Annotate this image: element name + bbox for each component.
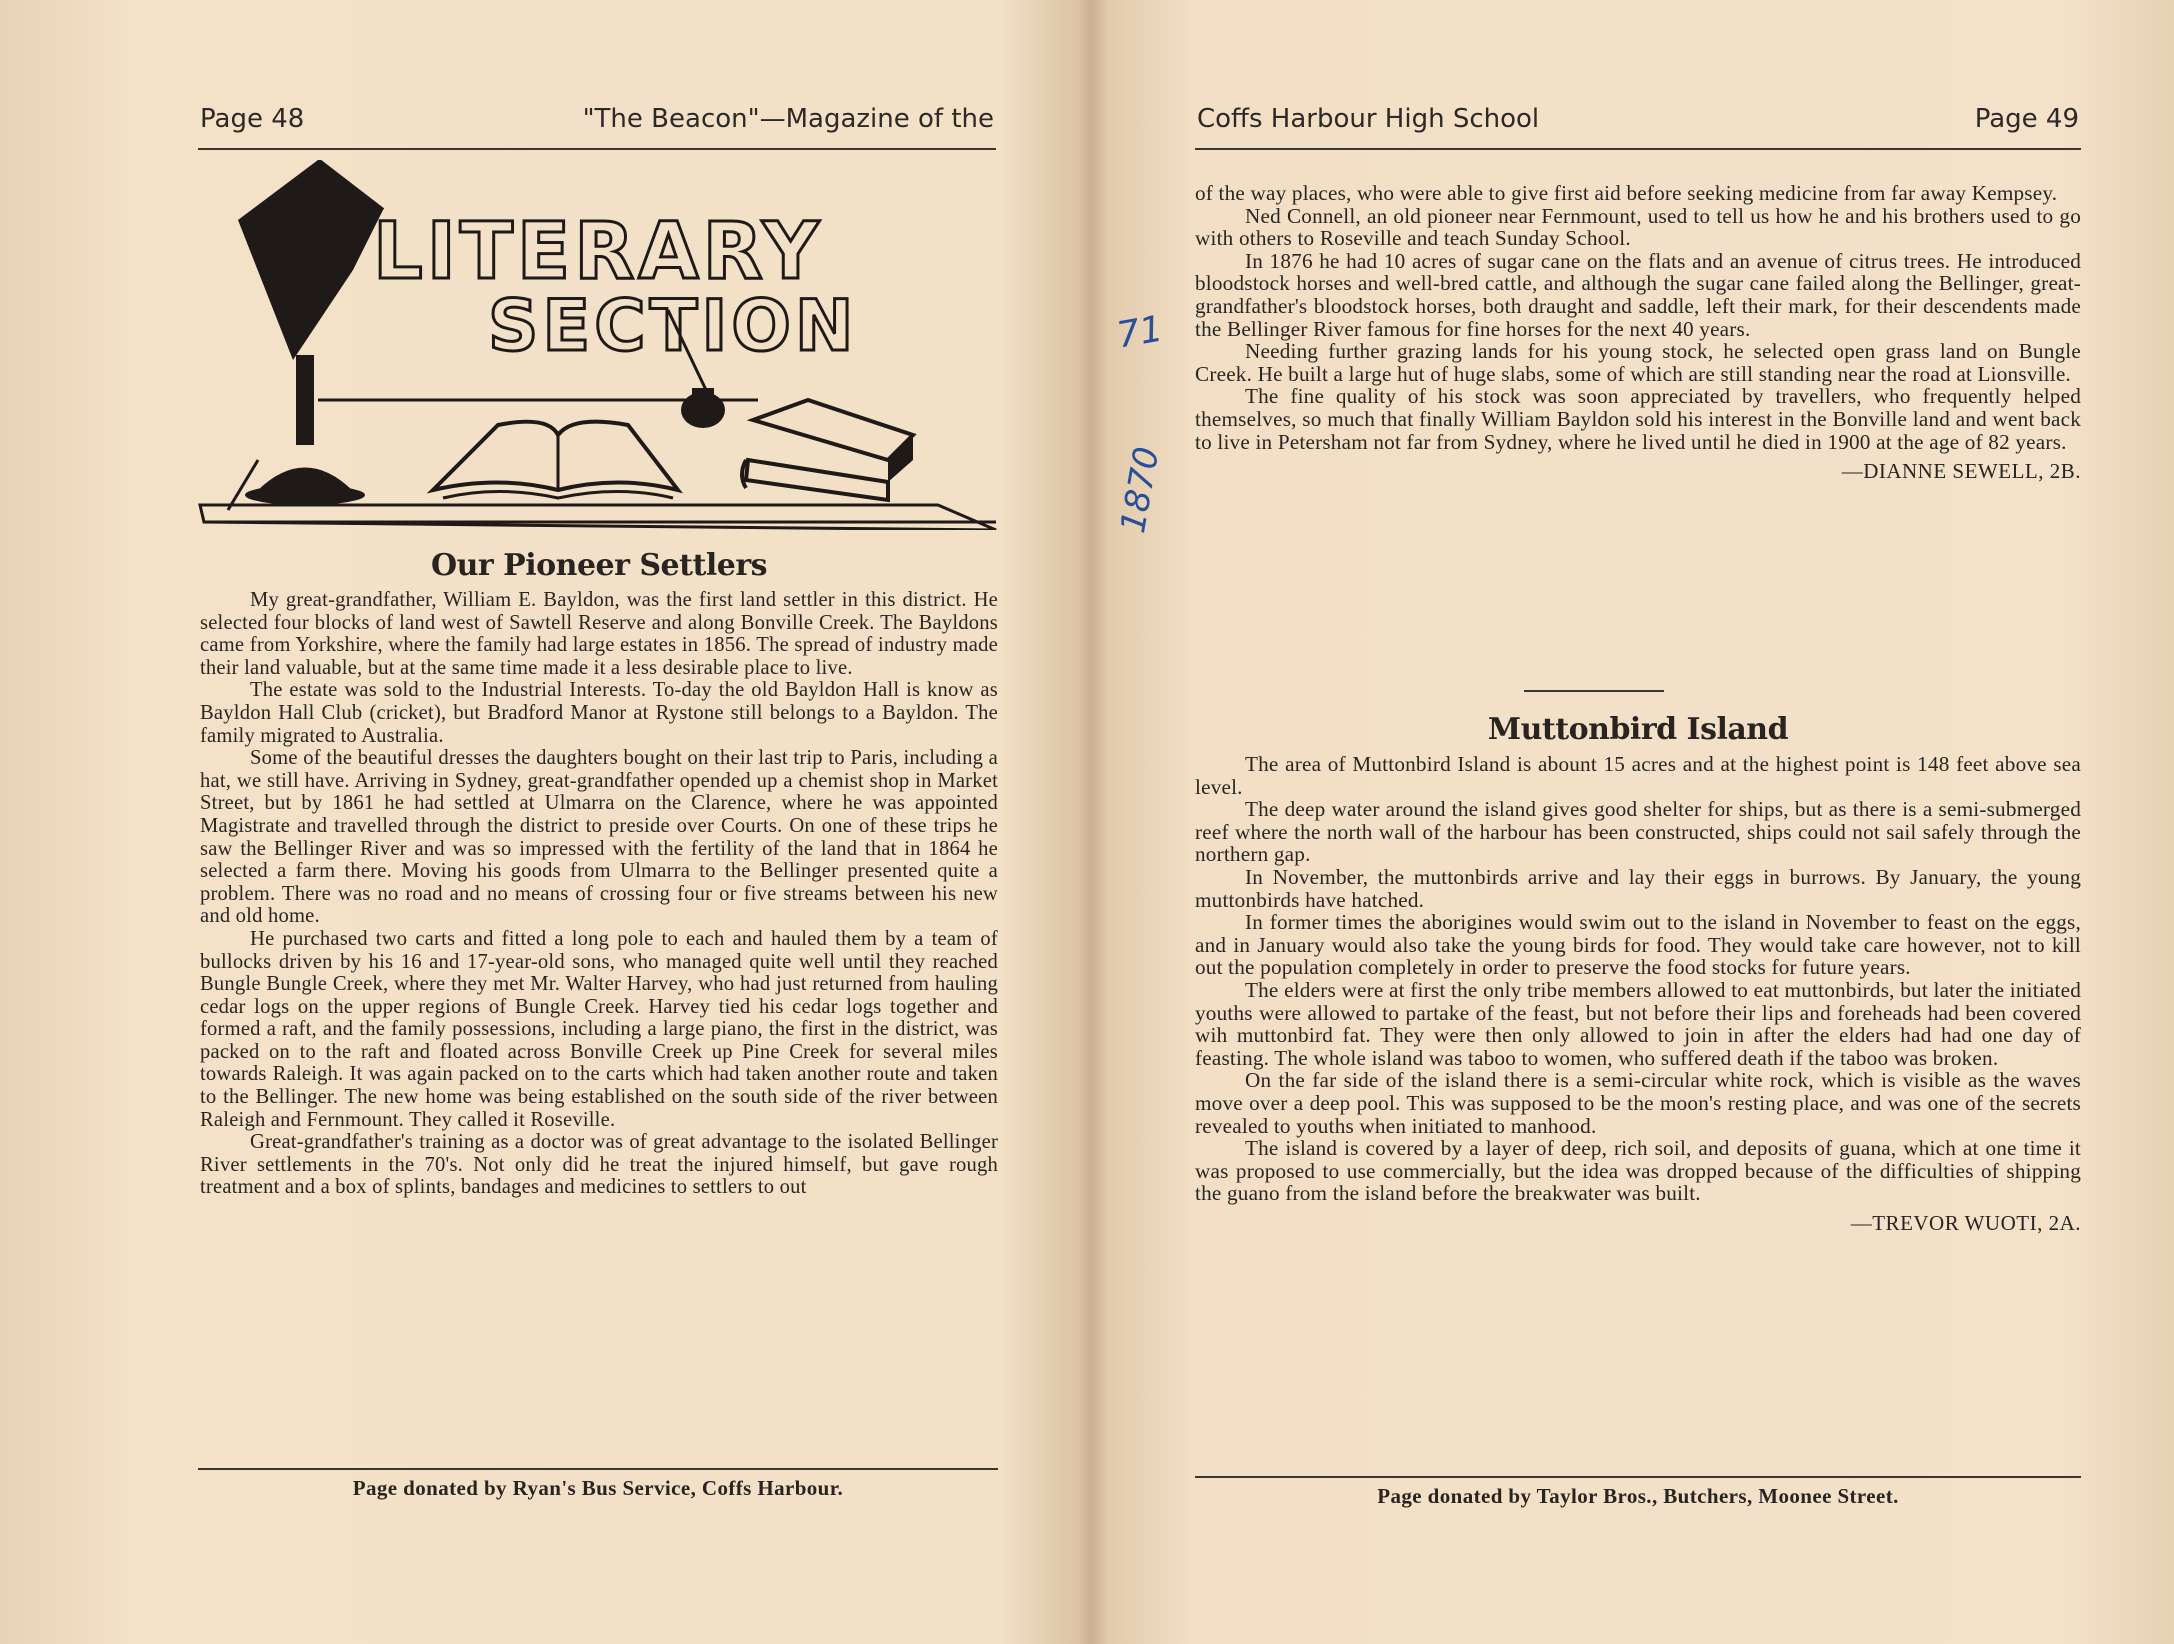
paragraph: The fine quality of his stock was soon appreciated by travellers, who frequently helped themselves, so much that finally William Bayldon sold his interest in the Bonville land and went back to live in Petersham not far from Sydney, where he lived until he died in 1900 at the age of 82 years.: [1195, 384, 2081, 454]
paragraph: Great-grandfather's training as a doctor was of great advantage to the isolated Bellinger River settlements in the 70's. Not only did he treat the injured himself, but gave rough treatment and a box of splints, bandages and medicines to settlers to out: [200, 1131, 998, 1199]
article-title: Our Pioneer Settlers: [430, 548, 768, 583]
paragraph: He purchased two carts and fitted a long pole to each and hauled them by a team of bullocks driven by his 16 and 17-year-old sons, who managed quite well until they reached Bungle Bungle Creek, where they met Mr. Walter Harvey, who had just returned from hauling cedar logs on the upper regions of Bungle Creek. Harvey tied his cedar logs together and formed a raft, and the family possessions, including a large piano, the first in the district, was packed on to the raft and floated across Bonville Creek up Pine Creek for several miles towards Raleigh. It was again packed on to the carts which had taken another route and taken to the Bellinger. The new home was being established on the south side of the river between Raleigh and Fernmount. They called it Roseville.: [200, 927, 998, 1131]
paragraph: The area of Muttonbird Island is abount 15 acres and at the highest point is 148 feet above sea level.: [1195, 752, 2081, 799]
paragraph: The island is covered by a layer of deep, rich soil, and deposits of guana, which at one time it was proposed to use commercially, but the idea was dropped because of the difficulties of shipping the guano from the island before the breakwater was built.: [1195, 1136, 2081, 1206]
section-word: SECTION: [488, 285, 858, 367]
article-title: Muttonbird Island: [1487, 712, 1789, 747]
footer-rule: [198, 1468, 998, 1470]
paragraph: In November, the muttonbirds arrive and lay their eggs in burrows. By January, the young muttonbirds have hatched.: [1195, 864, 2081, 912]
paragraph: In 1876 he had 10 acres of sugar cane on the flats and an avenue of citrus trees. He introduced bloodstock horses and well-bred cattle, and although the sugar cane failed along the Bellinger, great-grandfather's bloodstock horses, both draught and saddle, left their mark, for their descendents made the Bellinger River famous for fine horses for the next 40 years.: [1195, 248, 2081, 341]
author-byline: —DIANNE SEWELL, 2B.: [1841, 459, 2081, 484]
paragraph: of the way places, who were able to give first aid before seeking medicine from far away Kempsey.: [1195, 181, 2058, 205]
right-page: [1087, 0, 2174, 1644]
author-byline: —TREVOR WUOTI, 2A.: [1850, 1210, 2081, 1235]
paragraph: The estate was sold to the Industrial Interests. To-day the old Bayldon Hall is know as Bayldon Hall Club (cricket), but Bradford Manor at Rystone still belongs to a Bayldon. The family migrated to Australia.: [200, 679, 998, 747]
magazine-title: "The Beacon"—Magazine of the: [582, 104, 994, 134]
article-our-pioneer-settlers: [200, 548, 998, 1199]
left-running-head: [198, 104, 996, 150]
paragraph: The deep water around the island gives good shelter for ships, but as there is a semi-submerged reef where the north wall of the harbour has been constructed, ships could not sail safely through the northern gap.: [1195, 797, 2081, 867]
page-sponsor-footer: Page donated by Ryan's Bus Service, Coffs Harbour.: [352, 1476, 844, 1500]
paragraph: The elders were at first the only tribe members allowed to eat muttonbirds, but later the initiated youths were allowed to partake of the feast, but not before their lips and foreheads had been covered wih muttonbird fat. They were then only allowed to join in after the elders had had one day of feasting. The whole island was taboo to women, who suffered death if the taboo was broken.: [1195, 977, 2081, 1070]
paragraph: Needing further grazing lands for his young stock, he selected open grass land on Bungle Creek. He built a large hut of huge slabs, some of which are still standing near the road at Lionsville.: [1195, 339, 2081, 386]
article-continuation: [1195, 182, 2081, 484]
right-running-head: [1195, 104, 2081, 150]
table-icon: [200, 505, 996, 530]
school-title: Coffs Harbour High School: [1197, 104, 1540, 134]
page-sponsor-footer: Page donated by Taylor Bros., Butchers, Moonee Street.: [1377, 1484, 1899, 1508]
footer-rule: [1195, 1476, 2081, 1478]
margin-note: 1870: [1113, 443, 1168, 537]
paragraph: In former times the aborigines would swim out to the island in November to feast on the eggs, and in January would also take the young birds for food. They would take care however, not to kill out the population completely in order to preserve the food stocks for future years.: [1195, 910, 2081, 980]
paragraph: My great-grandfather, William E. Bayldon, was the first land settler in this district. He selected four blocks of land west of Sawtell Reserve and along Bonville Creek. The Bayldons came from Yorkshire, where the family had large estates in 1856. The spread of industry made their land valuable, but at the same time made it a less desirable place to live.: [200, 589, 998, 679]
literary-section-illustration: [198, 160, 998, 530]
paragraph: On the far side of the island there is a semi-circular white rock, which is visible as the waves move over a deep pool. This was supposed to be the moon's resting place, and was one of the secrets revealed to youths when initiated to manhood.: [1195, 1068, 2081, 1138]
literary-word: LITERARY: [373, 207, 823, 297]
paragraph: Some of the beautiful dresses the daughters bought on their last trip to Paris, including a hat, we still have. Arriving in Sydney, great-grandfather opended up a chemist shop in Market Street, but by 1861 he had settled at Ulmarra on the Clarence, where he was appointed Magistrate and travelled through the district to preside over Courts. On one of these trips he saw the Bellinger River and was so impressed with the fertility of the land that in 1864 he selected a farm there. Moving his goods from Ulmarra to the Bellinger presented quite a problem. There was no road and no means of crossing four or five streams between his new and old home.: [200, 747, 998, 928]
left-page-number: Page 48: [200, 104, 305, 134]
margin-note: 71: [1113, 308, 1167, 357]
paragraph: Ned Connell, an old pioneer near Fernmount, used to tell us how he and his brothers used to go with others to Roseville and teach Sunday School.: [1195, 203, 2081, 251]
open-book-icon: [433, 422, 678, 498]
article-muttonbird-island: [1195, 712, 2081, 1236]
right-page-number: Page 49: [1974, 104, 2079, 134]
book-stack-icon: [742, 400, 913, 500]
section-divider: [1524, 690, 1664, 692]
